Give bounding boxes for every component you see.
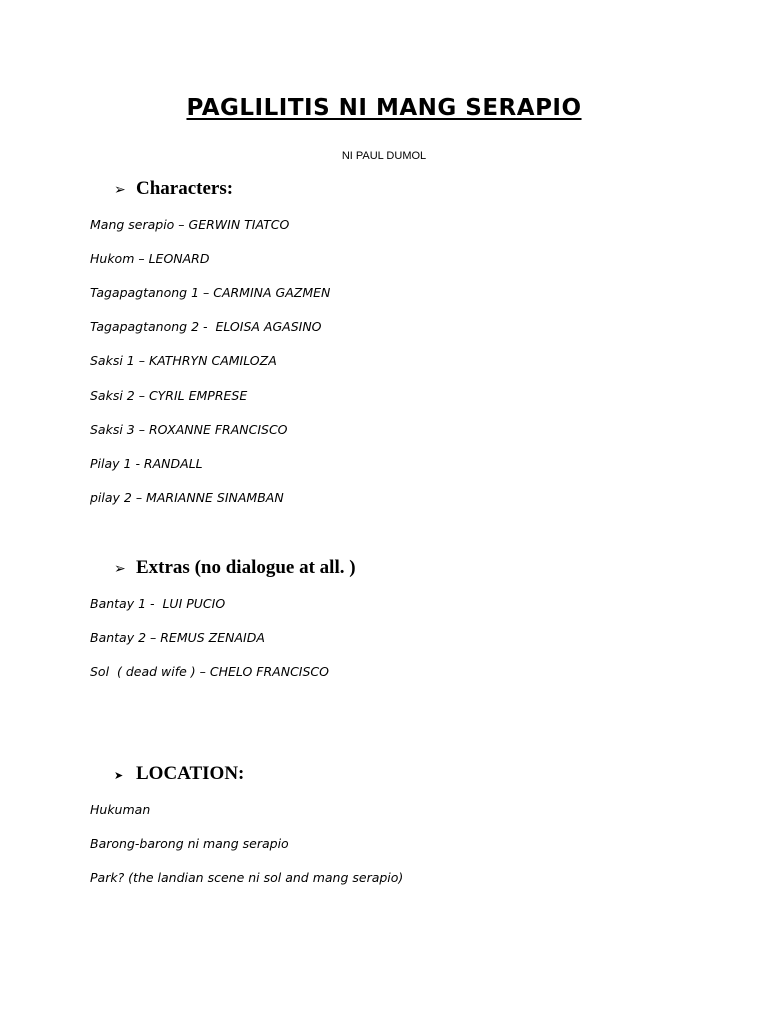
cast-list-item: Mang serapio – GERWIN TIATCO bbox=[90, 217, 290, 232]
extras-list-item: Bantay 1 - LUI PUCIO bbox=[90, 596, 226, 611]
arrow-bullet-icon: ➢ bbox=[114, 561, 126, 577]
arrow-bullet-icon: ➢ bbox=[114, 182, 126, 198]
extras-list-item: Sol ( dead wife ) – CHELO FRANCISCO bbox=[90, 664, 329, 679]
cast-list-item: Saksi 1 – KATHRYN CAMILOZA bbox=[90, 353, 277, 368]
section-heading-label: LOCATION: bbox=[136, 763, 245, 784]
cast-list-item: pilay 2 – MARIANNE SINAMBAN bbox=[90, 490, 284, 505]
extras-list-item: Bantay 2 – REMUS ZENAIDA bbox=[90, 630, 265, 645]
section-heading-location bbox=[114, 763, 244, 785]
cast-list-item: Saksi 3 – ROXANNE FRANCISCO bbox=[90, 422, 288, 437]
cast-list-item: Tagapagtanong 2 - ELOISA AGASINO bbox=[90, 319, 322, 334]
arrow-bullet-icon: ➤ bbox=[114, 769, 124, 782]
document-title: PAGLILITIS NI MANG SERAPIO bbox=[186, 95, 582, 121]
location-list-item: Barong-barong ni mang serapio bbox=[90, 836, 289, 851]
cast-list-item: Tagapagtanong 1 – CARMINA GAZMEN bbox=[90, 285, 331, 300]
section-heading-label: Characters: bbox=[136, 178, 234, 199]
cast-list-item: Pilay 1 - RANDALL bbox=[90, 456, 203, 471]
location-list-item: Park? (the landian scene ni sol and mang serapio) bbox=[90, 870, 404, 885]
section-heading-label: Extras (no dialogue at all. ) bbox=[136, 557, 356, 578]
cast-list-item: Hukom – LEONARD bbox=[90, 251, 210, 266]
location-list-item: Hukuman bbox=[90, 802, 151, 817]
section-heading-extras bbox=[114, 557, 356, 579]
author-byline: NI PAUL DUMOL bbox=[341, 150, 427, 162]
section-heading-characters bbox=[114, 178, 233, 200]
cast-list-item: Saksi 2 – CYRIL EMPRESE bbox=[90, 388, 248, 403]
